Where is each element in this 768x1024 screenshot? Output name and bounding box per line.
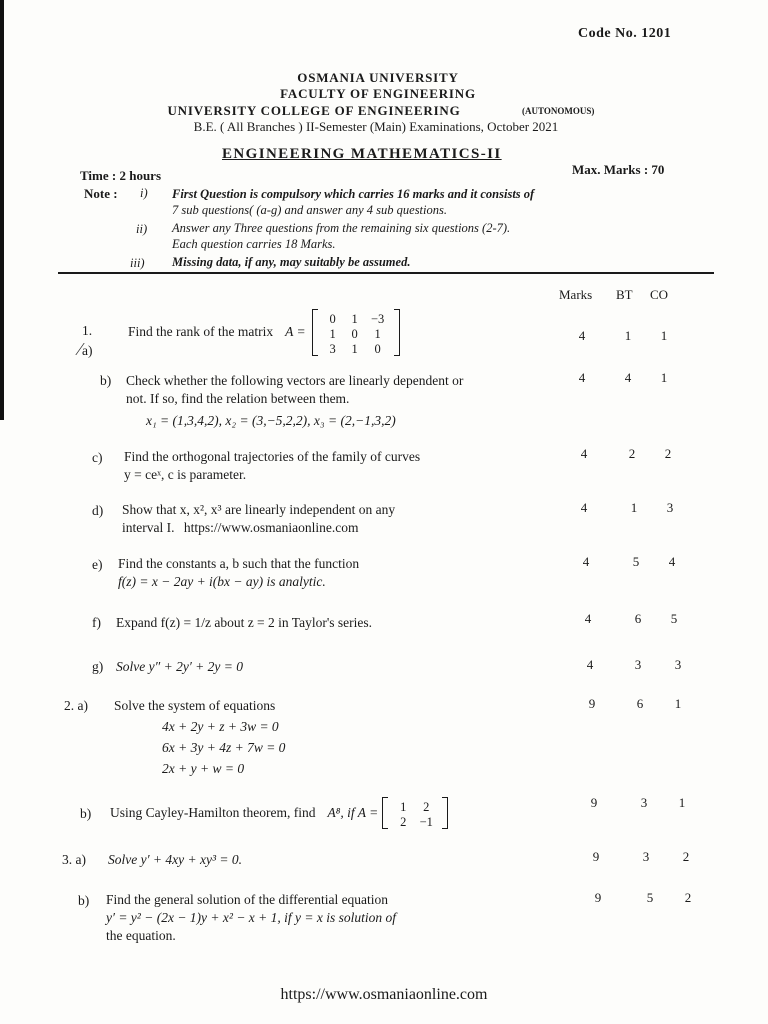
- equation: 6x + 3y + 4z + 7w = 0: [162, 740, 286, 755]
- column-header-co: CO: [650, 287, 669, 302]
- question-text: [128, 306, 400, 358]
- question-text: [106, 891, 576, 945]
- college-name: UNIVERSITY COLLEGE OF ENGINEERING: [167, 103, 461, 118]
- bt-value: 3: [640, 795, 648, 810]
- watermark-url: https://www.osmaniaonline.com: [183, 520, 359, 535]
- marks-value: 9: [590, 795, 598, 810]
- marks-value: 9: [594, 890, 602, 905]
- question-text-line: Using Cayley-Hamilton theorem, find: [110, 805, 316, 820]
- question-label: b): [80, 806, 92, 821]
- matrix-cell: 2: [400, 815, 407, 829]
- marks-value: 4: [582, 554, 590, 569]
- question-text: [124, 448, 554, 484]
- question-text-line: Show that x, x², x³ are linearly independent on any: [122, 502, 396, 517]
- time-allowed: Time : 2 hours: [80, 168, 162, 183]
- question-text: [122, 501, 552, 537]
- bt-value: 1: [630, 500, 638, 515]
- marks-value: 4: [578, 370, 586, 385]
- matrix-cell: 0: [374, 341, 381, 356]
- question-text: [114, 697, 554, 778]
- bt-value: 5: [632, 554, 640, 569]
- question-text: Solve y′ + 4xy + xy³ = 0.: [108, 852, 243, 867]
- note-number: i): [140, 186, 148, 200]
- bt-value: 3: [634, 657, 642, 672]
- matrix-cells: [318, 309, 394, 356]
- code-number: Code No. 1201: [578, 26, 672, 41]
- marks-value: 4: [580, 446, 588, 461]
- question-label: b): [78, 893, 90, 908]
- bt-value: 2: [628, 446, 636, 461]
- vector-list: x₁ = (1,3,4,2), x₂ = (3,−5,2,2), x₃ = (2,−1,3,2): [146, 413, 396, 428]
- matrix-a: [312, 309, 400, 356]
- marks-value: 4: [578, 328, 586, 343]
- subject-title: ENGINEERING MATHEMATICS-II: [222, 146, 502, 162]
- question-text-line: not. If so, find the relation between them.: [126, 391, 350, 406]
- matrix-cell: 0: [329, 311, 336, 326]
- question-text-line: the equation.: [106, 928, 176, 943]
- question-text-line: y′ = y² − (2x − 1)y + x² − x + 1, if y = x is solution of: [106, 910, 397, 925]
- column-header-marks: Marks: [559, 287, 593, 302]
- scan-edge-mark: [0, 0, 4, 420]
- question-text-line: Find the constants a, b such that the function: [118, 556, 360, 571]
- question-label: 3. a): [62, 852, 86, 867]
- marks-value: 4: [584, 611, 592, 626]
- question-text-fragment: interval I.: [122, 520, 175, 535]
- header-divider: [58, 272, 714, 274]
- marks-value: 9: [588, 696, 596, 711]
- question-text-line: Find the general solution of the differential equation: [106, 892, 389, 907]
- co-value: 1: [660, 370, 668, 385]
- bt-value: 5: [646, 890, 654, 905]
- co-value: 5: [670, 611, 678, 626]
- question-label: e): [92, 557, 103, 572]
- question-text: Solve y″ + 2y′ + 2y = 0: [116, 659, 243, 674]
- question-text-line: Find the rank of the matrix: [128, 324, 274, 339]
- matrix-cell: 1: [351, 341, 358, 356]
- co-value: 2: [664, 446, 672, 461]
- marks-value: 4: [580, 500, 588, 515]
- matrix-cell: 1: [400, 800, 407, 814]
- matrix-bracket-right: [394, 309, 400, 356]
- bt-value: 1: [624, 328, 632, 343]
- question-text: [118, 555, 548, 591]
- co-value: 3: [666, 500, 674, 515]
- co-value: 2: [682, 849, 690, 864]
- matrix-cell: 3: [329, 341, 336, 356]
- question-text: Expand f(z) = 1/z about z = 2 in Taylor's series.: [116, 615, 373, 630]
- equation: 2x + y + w = 0: [162, 761, 245, 776]
- autonomous-tag: (AUTONOMOUS): [522, 106, 595, 116]
- co-value: 1: [674, 696, 682, 711]
- note-line: Each question carries 18 Marks.: [172, 237, 336, 251]
- note-item: [172, 186, 692, 218]
- matrix-cell: −1: [419, 815, 433, 829]
- question-text: [110, 790, 448, 836]
- matrix-lhs: A =: [285, 324, 306, 339]
- max-marks: Max. Marks : 70: [572, 162, 665, 177]
- question-text: [126, 372, 556, 430]
- question-text-line: f(z) = x − 2ay + i(bx − ay) is analytic.: [118, 574, 326, 589]
- note-item: Missing data, if any, may suitably be assumed.: [172, 255, 411, 269]
- question-label: b): [100, 373, 112, 388]
- note-line: First Question is compulsory which carries 16 marks and it consists of: [172, 187, 535, 201]
- matrix-cell: −3: [370, 311, 385, 326]
- note-label: Note :: [84, 186, 118, 201]
- question-text-line: Find the orthogonal trajectories of the family of curves: [124, 449, 421, 464]
- co-value: 3: [674, 657, 682, 672]
- question-number: [78, 322, 95, 360]
- co-value: 1: [660, 328, 668, 343]
- marks-value: 4: [586, 657, 594, 672]
- check-mark-icon: ⁄: [78, 339, 82, 359]
- co-value: 1: [678, 795, 686, 810]
- question-text-line: y = ceˣ, c is parameter.: [124, 467, 247, 482]
- university-name: OSMANIA UNIVERSITY: [297, 70, 459, 85]
- equation: 4x + 2y + z + 3w = 0: [162, 719, 279, 734]
- question-label: 2. a): [64, 698, 88, 713]
- matrix-a: [382, 797, 448, 829]
- question-text-line: Solve the system of equations: [114, 698, 276, 713]
- question-text-line: [122, 519, 552, 537]
- question-text-line: Check whether the following vectors are linearly dependent or: [126, 373, 464, 388]
- bt-value: 6: [634, 611, 642, 626]
- footer-url: https://www.osmaniaonline.com: [280, 986, 488, 1003]
- note-line: 7 sub questions( (a-g) and answer any 4 sub questions.: [172, 203, 447, 217]
- marks-value: 9: [592, 849, 600, 864]
- matrix-bracket-right: [442, 797, 448, 829]
- matrix-lhs: A⁸, if A =: [327, 805, 379, 820]
- matrix-cell: 0: [351, 326, 358, 341]
- question-label: f): [92, 615, 101, 630]
- matrix-cell: 1: [374, 326, 381, 341]
- matrix-cell: 2: [423, 800, 430, 814]
- co-value: 2: [684, 890, 692, 905]
- matrix-cell: 1: [351, 311, 358, 326]
- faculty-name: FACULTY OF ENGINEERING: [280, 86, 476, 101]
- exam-title: B.E. ( All Branches ) II-Semester (Main) Examinations, October 2021: [193, 119, 559, 134]
- bt-value: 6: [636, 696, 644, 711]
- co-value: 4: [668, 554, 676, 569]
- note-line: Answer any Three questions from the remaining six questions (2-7).: [172, 221, 511, 235]
- bt-value: 3: [642, 849, 650, 864]
- question-label: d): [92, 503, 104, 518]
- question-label: 1. a): [82, 323, 93, 358]
- matrix-cell: 1: [329, 326, 336, 341]
- question-label: c): [92, 450, 103, 465]
- bt-value: 4: [624, 370, 632, 385]
- note-number: iii): [130, 256, 145, 270]
- column-header-bt: BT: [616, 287, 633, 302]
- note-item: [172, 220, 692, 252]
- note-number: ii): [136, 222, 148, 236]
- question-label: g): [92, 659, 104, 674]
- matrix-cells: [388, 797, 442, 829]
